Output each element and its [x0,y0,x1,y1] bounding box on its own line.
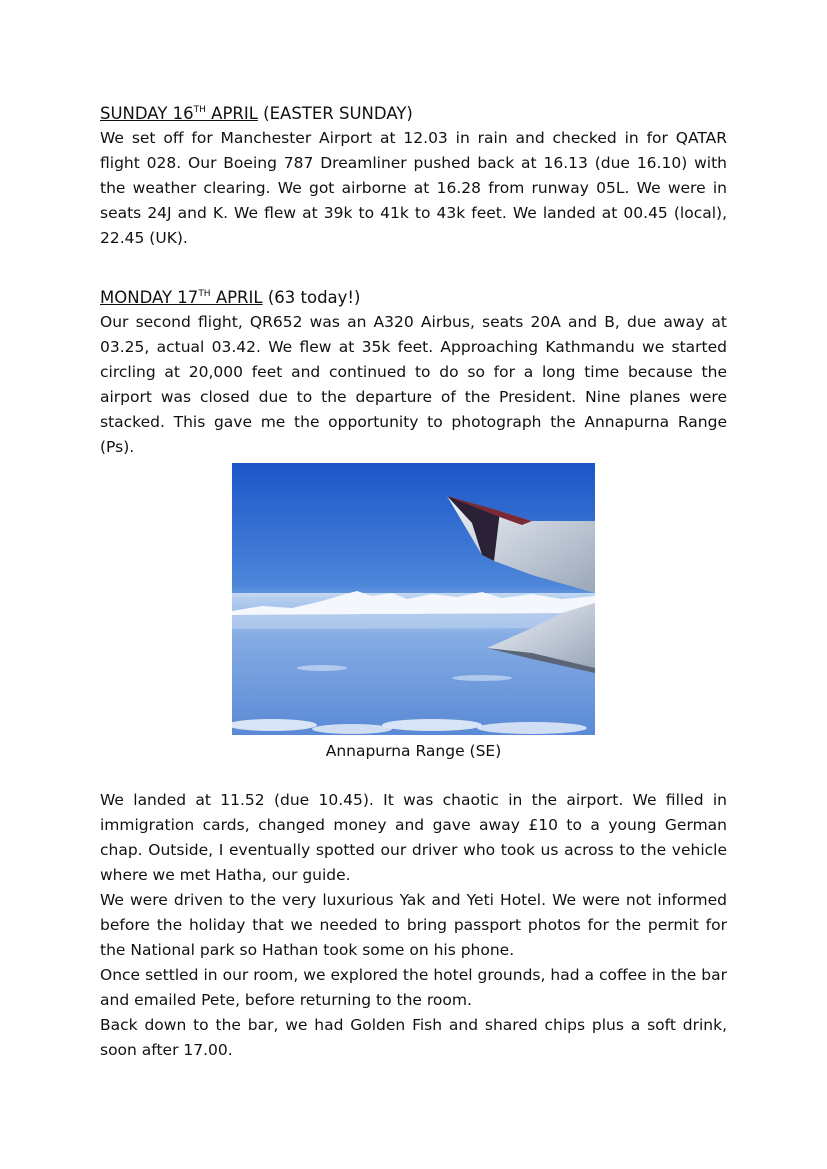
section-heading [100,285,727,310]
cloud [312,724,392,734]
section-monday [100,285,727,460]
heading-ordinal: TH [198,289,211,299]
section-body: We set off for Manchester Airport at 12.03 in rain and checked in for QATAR flight 028. Our Boeing 787 Dreamliner pushed back at 16.13 (due 16.10) with the weather clearing. We got airborne at 16.28 from runway 05L. We were in seats 24J and K. We flew at 39k to 41k to 43k feet. We landed at 00.45 (local), 22.45 (UK). [100,129,727,247]
heading-note: (EASTER SUNDAY) [257,104,413,123]
section-body: Our second flight, QR652 was an A320 Airbus, seats 20A and B, due away at 03.25, actual 03.42. We flew at 35k feet. Approaching Kathmandu we started circling at 20,000 feet and continued to do so for a long time because the airport was closed due to the departure of the President. Nine planes were stacked. This gave me the opportunity to photograph the Annapurna Range (Ps). [100,313,727,456]
cloud [297,665,347,671]
heading-ordinal: TH [193,105,206,115]
paragraph: We landed at 11.52 (due 10.45). It was chaotic in the airport. We filled in immigration cards, changed money and gave away £10 to a young German chap. Outside, I eventually spotted our driver who took us across to the vehicle where we met Hatha, our guide. [100,791,727,884]
annapurna-photo [232,463,595,735]
heading-month: APRIL [210,288,263,307]
airplane-wing-photo [232,463,595,735]
photo-caption: Annapurna Range (SE) [325,742,502,760]
heading-date [100,104,258,123]
heading-note: (63 today!) [262,288,361,307]
cloud [382,719,482,731]
heading-date [100,288,263,307]
cloud [452,675,512,681]
cloud [477,722,587,734]
paragraph: Back down to the bar, we had Golden Fish and shared chips plus a soft drink, soon after 17.00. [100,1016,727,1059]
section-sunday [100,101,727,251]
paragraph: We were driven to the very luxurious Yak and Yeti Hotel. We were not informed before the holiday that we needed to bring passport photos for the permit for the National park so Hathan took some on his phone. [100,891,727,959]
heading-day: SUNDAY 16 [100,104,194,123]
heading-month: APRIL [205,104,258,123]
section-heading [100,101,727,126]
heading-day: MONDAY 17 [100,288,199,307]
paragraph: Once settled in our room, we explored the hotel grounds, had a coffee in the bar and emailed Pete, before returning to the room. [100,966,727,1009]
section-arrival [100,788,727,1063]
